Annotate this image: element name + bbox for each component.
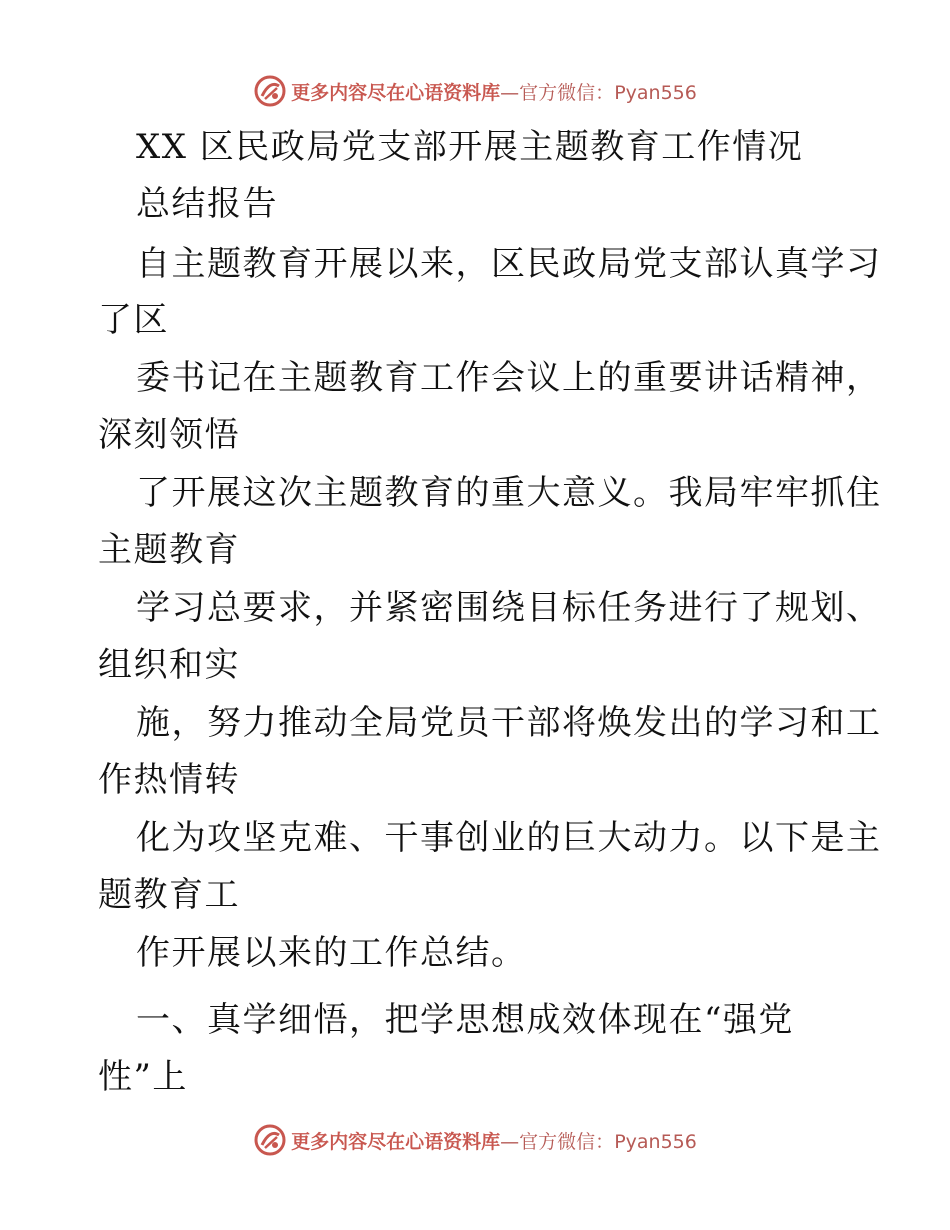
paragraph-line: 化为攻坚克难、干事创业的巨大动力。以下是主 [136,818,882,858]
paragraph-line: 了区 [98,300,169,340]
watermark-text [291,78,697,105]
watermark-brand: 更多内容尽在心语资料库 [291,1130,501,1153]
paragraph-line: 学习总要求，并紧密围绕目标任务进行了规划、 [136,588,882,628]
paragraph-line: 深刻领悟 [98,415,240,455]
watermark-wechat-id: Pyan556 [614,81,697,104]
paragraph-line: 主题教育 [98,530,240,570]
paragraph-line: 委书记在主题教育工作会议上的重要讲话精神， [136,358,882,398]
paragraph-line: 组织和实 [98,645,240,685]
paragraph-line: 施，努力推动全局党员干部将焕发出的学习和工 [136,703,882,743]
watermark-brand: 更多内容尽在心语资料库 [291,81,501,104]
document-title-line-1: XX 区民政局党支部开展主题教育工作情况 [136,127,804,167]
document-title-line-2: 总结报告 [136,184,278,224]
section-heading-line-1: 一、真学细悟，把学思想成效体现在“强党 [136,1000,794,1040]
watermark-suffix: 官方微信： [519,81,615,104]
seal-logo-icon [253,1123,287,1157]
watermark-text [291,1127,697,1154]
paragraph-line: 作热情转 [98,760,240,800]
watermark-separator: — [500,81,520,104]
paragraph-line: 题教育工 [98,875,240,915]
watermark-wechat-id: Pyan556 [614,1130,697,1153]
watermark-suffix: 官方微信： [519,1130,615,1153]
header-watermark [0,71,950,111]
watermark-separator: — [500,1130,520,1153]
footer-watermark [0,1120,950,1160]
paragraph-line: 自主题教育开展以来，区民政局党支部认真学习 [136,244,882,284]
section-heading-line-2: 性”上 [98,1057,188,1097]
seal-logo-icon [253,74,287,108]
paragraph-line: 了开展这次主题教育的重大意义。我局牢牢抓住 [136,473,882,513]
paragraph-line: 作开展以来的工作总结。 [136,933,527,973]
